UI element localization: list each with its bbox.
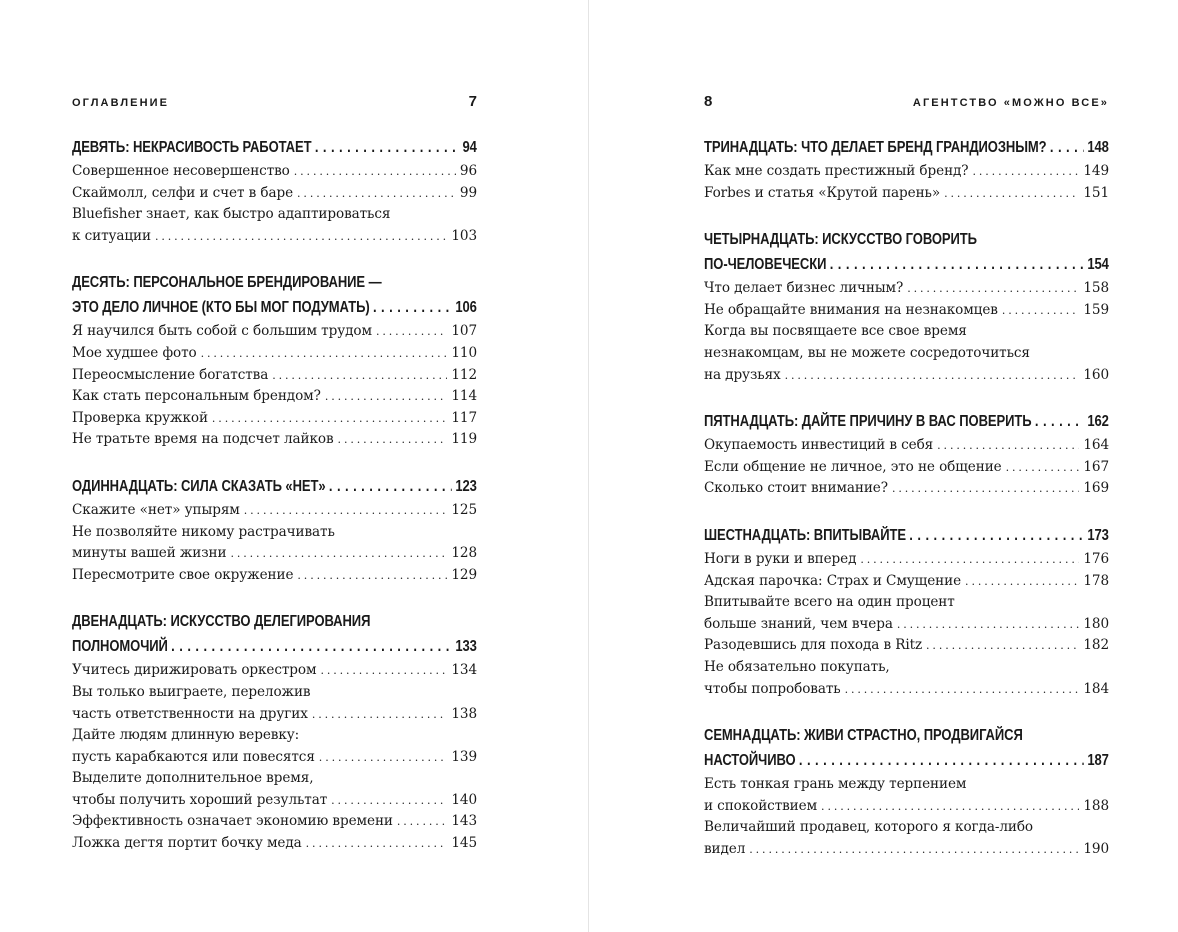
toc-entry bbox=[704, 549, 1109, 571]
chapter-title-line-text: ДВЕНАДЦАТЬ: ИСКУССТВО ДЕЛЕГИРОВАНИЯ bbox=[72, 613, 371, 631]
entry-line bbox=[704, 839, 1109, 861]
toc-entry bbox=[704, 817, 1109, 860]
toc-entry bbox=[704, 435, 1109, 457]
entry-line-text: Выделите дополнительное время, bbox=[72, 770, 314, 787]
entry-line-text: Не позволяйте никому растрачивать bbox=[72, 523, 335, 540]
chapter-heading bbox=[704, 523, 1109, 548]
page-ref: 148 bbox=[1087, 139, 1109, 156]
chapter-title-line-text: ПОЛНОМОЧИЙ bbox=[72, 638, 168, 656]
toc-entry bbox=[72, 811, 477, 833]
page-ref: 188 bbox=[1083, 797, 1109, 814]
page-ref: 162 bbox=[1087, 413, 1109, 431]
toc-entry bbox=[72, 161, 477, 183]
entry-line-text: Совершенное несовершенство bbox=[72, 163, 290, 179]
entry-line-text: пусть карабкаются или повесятся bbox=[72, 748, 315, 765]
page-ref: 123 bbox=[455, 477, 477, 495]
page-ref: 112 bbox=[451, 366, 477, 383]
chapter-title-line bbox=[704, 523, 1109, 548]
entry-line bbox=[704, 592, 1109, 614]
page-ref: 151 bbox=[1083, 184, 1109, 201]
toc-entry bbox=[704, 300, 1109, 322]
dot-leader bbox=[212, 408, 447, 430]
entry-line bbox=[72, 768, 477, 790]
dot-leader bbox=[244, 500, 448, 522]
chapter-title-line bbox=[72, 135, 477, 160]
toc-chapter bbox=[704, 523, 1109, 700]
page-ref: 164 bbox=[1083, 437, 1109, 454]
toc-entry bbox=[72, 660, 477, 682]
chapter-title-line-text: ЭТО ДЕЛО ЛИЧНОЕ (КТО БЫ МОГ ПОДУМАТЬ) bbox=[72, 299, 370, 317]
entry-line bbox=[72, 543, 477, 565]
dot-leader bbox=[845, 679, 1080, 701]
entry-line bbox=[704, 817, 1109, 839]
dot-leader bbox=[373, 295, 452, 320]
page-ref: 138 bbox=[451, 705, 477, 722]
toc-entry bbox=[72, 725, 477, 768]
entry-line-text: Переосмысление богатства bbox=[72, 366, 269, 383]
page-ref: 154 bbox=[1087, 256, 1109, 274]
entry-line-text: Как стать персональным брендом? bbox=[72, 388, 321, 405]
dot-leader bbox=[297, 183, 456, 205]
entry-line-text: Проверка кружкой bbox=[72, 409, 208, 426]
page-ref: 160 bbox=[1083, 366, 1109, 383]
entry-line-text: Величайший продавец, которого я когда-либо bbox=[704, 819, 1033, 836]
toc-chapter bbox=[72, 135, 477, 247]
chapter-title-line-text: ДЕВЯТЬ: НЕКРАСИВОСТЬ РАБОТАЕТ bbox=[72, 139, 312, 156]
entry-line bbox=[704, 321, 1109, 343]
page-ref: 178 bbox=[1083, 572, 1109, 589]
toc-entry bbox=[72, 365, 477, 387]
toc-entry bbox=[72, 386, 477, 408]
dot-leader bbox=[272, 365, 447, 387]
entry-line bbox=[72, 811, 477, 833]
dot-leader bbox=[799, 748, 1084, 773]
chapter-entries bbox=[704, 549, 1109, 700]
toc-entry bbox=[704, 321, 1109, 386]
toc-entry bbox=[704, 592, 1109, 635]
chapter-heading bbox=[72, 474, 477, 499]
entry-line bbox=[704, 657, 1109, 679]
dot-leader bbox=[329, 474, 452, 499]
page-ref: 107 bbox=[451, 323, 477, 340]
chapter-heading bbox=[72, 135, 477, 160]
dot-leader bbox=[155, 226, 447, 248]
chapter-title-line-text: ЧЕТЫРНАДЦАТЬ: ИСКУССТВО ГОВОРИТЬ bbox=[704, 231, 977, 249]
entry-line-text: Впитывайте всего на один процент bbox=[704, 594, 955, 611]
entry-line-text: Когда вы посвящаете все свое время bbox=[704, 323, 967, 340]
toc-chapter bbox=[72, 474, 477, 586]
entry-line bbox=[704, 435, 1109, 457]
toc-entry bbox=[72, 565, 477, 587]
dot-leader bbox=[1002, 300, 1080, 322]
chapter-title-line bbox=[704, 748, 1109, 773]
entry-line-text: Bluefisher знает, как быстро адаптироваться bbox=[72, 206, 391, 223]
entry-line bbox=[704, 343, 1109, 365]
toc-entry bbox=[72, 204, 477, 247]
header-title: ОГЛАВЛЕНИЕ bbox=[72, 97, 170, 109]
toc-chapter bbox=[72, 609, 477, 854]
dot-leader bbox=[749, 839, 1079, 861]
chapter-title-line bbox=[72, 634, 477, 659]
page-ref: 110 bbox=[451, 344, 477, 361]
page-ref: 187 bbox=[1087, 752, 1109, 770]
dot-leader bbox=[937, 435, 1079, 457]
toc-entry bbox=[704, 774, 1109, 817]
dot-leader bbox=[860, 549, 1079, 571]
entry-line bbox=[72, 408, 477, 430]
left-toc bbox=[72, 93, 477, 878]
chapter-title-line bbox=[704, 227, 1109, 252]
entry-line bbox=[704, 571, 1109, 593]
dot-leader bbox=[973, 161, 1080, 183]
entry-line-text: Ложка дегтя портит бочку меда bbox=[72, 835, 302, 852]
entry-line bbox=[704, 300, 1109, 322]
chapter-title-line bbox=[704, 723, 1109, 748]
dot-leader bbox=[201, 343, 448, 365]
chapter-entries bbox=[704, 774, 1109, 860]
entry-line bbox=[704, 614, 1109, 636]
chapter-heading bbox=[704, 135, 1109, 160]
page-ref: 117 bbox=[451, 409, 477, 426]
running-header bbox=[704, 93, 1109, 113]
chapter-title-line bbox=[72, 474, 477, 499]
dot-leader bbox=[907, 278, 1079, 300]
right-toc bbox=[704, 93, 1109, 883]
chapter-title-line-text: ТРИНАДЦАТЬ: ЧТО ДЕЛАЕТ БРЕНД ГРАНДИОЗНЫМ? bbox=[704, 139, 1047, 156]
page-ref: 158 bbox=[1083, 280, 1109, 297]
entry-line bbox=[72, 386, 477, 408]
entry-line-text: Эффективность означает экономию времени bbox=[72, 813, 393, 830]
entry-line-text: на друзьях bbox=[704, 366, 781, 383]
dot-leader bbox=[319, 747, 448, 769]
entry-line bbox=[72, 161, 477, 183]
entry-line bbox=[704, 774, 1109, 796]
toc-entry bbox=[72, 500, 477, 522]
entry-line bbox=[72, 565, 477, 587]
toc-chapter bbox=[704, 227, 1109, 386]
entry-line-text: Пересмотрите свое окружение bbox=[72, 566, 294, 583]
toc-entry bbox=[72, 682, 477, 725]
page-ref: 99 bbox=[459, 184, 477, 201]
page-ref: 114 bbox=[451, 388, 477, 405]
entry-line bbox=[72, 429, 477, 451]
page-ref: 184 bbox=[1083, 680, 1109, 697]
page-ref: 159 bbox=[1083, 301, 1109, 318]
toc-entry bbox=[704, 278, 1109, 300]
dot-leader bbox=[294, 161, 456, 183]
page-ref: 139 bbox=[451, 748, 477, 765]
entry-line-text: Адская парочка: Страх и Смущение bbox=[704, 572, 962, 589]
entry-line bbox=[704, 478, 1109, 500]
toc-chapter bbox=[704, 409, 1109, 500]
entry-line-text: минуты вашей жизни bbox=[72, 545, 227, 562]
toc-entry bbox=[704, 657, 1109, 700]
page-ref: 133 bbox=[455, 638, 477, 656]
entry-line-text: Я научился быть собой с большим трудом bbox=[72, 323, 372, 340]
entry-line bbox=[72, 660, 477, 682]
toc-entry bbox=[704, 183, 1109, 205]
toc-entry bbox=[72, 321, 477, 343]
dot-leader bbox=[171, 634, 452, 659]
page-ref: 96 bbox=[459, 163, 477, 179]
chapter-title-line-text: ДЕСЯТЬ: ПЕРСОНАЛЬНОЕ БРЕНДИРОВАНИЕ — bbox=[72, 274, 382, 292]
chapter-title-line-text: СЕМНАДЦАТЬ: ЖИВИ СТРАСТНО, ПРОДВИГАЙСЯ bbox=[704, 727, 1023, 745]
chapter-title-line-text: ПЯТНАДЦАТЬ: ДАЙТЕ ПРИЧИНУ В ВАС ПОВЕРИТЬ bbox=[704, 413, 1032, 431]
page-ref: 173 bbox=[1087, 526, 1109, 544]
entry-line-text: Ноги в руки и вперед bbox=[704, 550, 857, 567]
page-ref: 94 bbox=[462, 139, 477, 156]
entry-line-text: Сколько стоит внимание? bbox=[704, 480, 888, 497]
toc-entry bbox=[704, 161, 1109, 183]
page-ref: 143 bbox=[451, 813, 477, 830]
entry-line-text: Есть тонкая грань между терпением bbox=[704, 776, 967, 793]
entry-line bbox=[704, 796, 1109, 818]
entry-line bbox=[704, 679, 1109, 701]
dot-leader bbox=[325, 386, 448, 408]
entry-line bbox=[704, 183, 1109, 205]
toc-entry bbox=[704, 478, 1109, 500]
dot-leader bbox=[331, 790, 447, 812]
entry-line-text: Окупаемость инвестиций в себя bbox=[704, 437, 934, 454]
chapter-entries bbox=[72, 660, 477, 854]
chapter-title-line bbox=[704, 135, 1109, 160]
dot-leader bbox=[1006, 457, 1080, 479]
dot-leader bbox=[1035, 409, 1084, 434]
entry-line bbox=[72, 500, 477, 522]
dot-leader bbox=[785, 365, 1080, 387]
right-page bbox=[589, 0, 1178, 932]
toc-entry bbox=[72, 768, 477, 811]
entry-line-text: Если общение не личное, это не общение bbox=[704, 458, 1002, 475]
entry-line bbox=[72, 226, 477, 248]
entry-line bbox=[704, 161, 1109, 183]
entry-line-text: Мое худшее фото bbox=[72, 344, 197, 361]
page-ref: 169 bbox=[1083, 480, 1109, 497]
entry-line-text: часть ответственности на других bbox=[72, 705, 308, 722]
page-ref: 190 bbox=[1083, 840, 1109, 857]
dot-leader bbox=[909, 523, 1084, 548]
running-header bbox=[72, 93, 477, 113]
entry-line bbox=[72, 833, 477, 855]
chapter-title-line bbox=[704, 252, 1109, 277]
chapter-entries bbox=[72, 321, 477, 451]
chapter-heading bbox=[704, 723, 1109, 773]
entry-line bbox=[704, 549, 1109, 571]
page-ref: 128 bbox=[451, 545, 477, 562]
chapter-heading bbox=[72, 270, 477, 320]
dot-leader bbox=[830, 252, 1084, 277]
entry-line bbox=[72, 183, 477, 205]
toc-entry bbox=[704, 457, 1109, 479]
entry-line bbox=[72, 343, 477, 365]
chapter-title-line bbox=[72, 609, 477, 634]
entry-line-text: чтобы попробовать bbox=[704, 680, 841, 697]
entry-line-text: Что делает бизнес личным? bbox=[704, 280, 904, 297]
entry-line-text: Как мне создать престижный бренд? bbox=[704, 163, 969, 179]
dot-leader bbox=[315, 135, 459, 160]
chapter-title-line-text: ОДИННАДЦАТЬ: СИЛА СКАЗАТЬ «НЕТ» bbox=[72, 477, 326, 495]
entry-line-text: и спокойствием bbox=[704, 797, 818, 814]
chapter-heading bbox=[72, 609, 477, 659]
dot-leader bbox=[965, 571, 1079, 593]
entry-line-text: Не тратьте время на подсчет лайков bbox=[72, 431, 334, 448]
chapter-list bbox=[704, 135, 1109, 860]
chapter-entries bbox=[72, 500, 477, 586]
page-ref: 134 bbox=[451, 662, 477, 679]
dot-leader bbox=[1050, 135, 1084, 160]
chapter-entries bbox=[704, 435, 1109, 500]
entry-line bbox=[72, 365, 477, 387]
entry-line bbox=[704, 635, 1109, 657]
entry-line-text: Вы только выиграете, переложив bbox=[72, 683, 311, 700]
chapter-list bbox=[72, 135, 477, 855]
chapter-title-line-text: ШЕСТНАДЦАТЬ: ВПИТЫВАЙТЕ bbox=[704, 526, 906, 544]
entry-line bbox=[72, 204, 477, 226]
dot-leader bbox=[338, 429, 448, 451]
toc-chapter bbox=[704, 135, 1109, 204]
page-ref: 106 bbox=[455, 299, 477, 317]
toc-entry bbox=[72, 183, 477, 205]
dot-leader bbox=[821, 796, 1079, 818]
entry-line bbox=[72, 682, 477, 704]
entry-line bbox=[72, 522, 477, 544]
entry-line-text: видел bbox=[704, 840, 746, 857]
entry-line bbox=[72, 704, 477, 726]
dot-leader bbox=[320, 660, 447, 682]
toc-entry bbox=[72, 522, 477, 565]
entry-line-text: Не обязательно покупать, bbox=[704, 658, 890, 675]
entry-line-text: Скажите «нет» упырям bbox=[72, 501, 240, 518]
dot-leader bbox=[926, 635, 1079, 657]
page-ref: 119 bbox=[451, 431, 477, 448]
page-ref: 103 bbox=[451, 227, 477, 244]
dot-leader bbox=[376, 321, 447, 343]
entry-line bbox=[72, 747, 477, 769]
toc-chapter bbox=[72, 270, 477, 451]
entry-line bbox=[704, 457, 1109, 479]
entry-line-text: больше знаний, чем вчера bbox=[704, 615, 893, 632]
entry-line bbox=[704, 278, 1109, 300]
chapter-title-line bbox=[72, 270, 477, 295]
entry-line bbox=[72, 725, 477, 747]
toc-entry bbox=[704, 635, 1109, 657]
entry-line bbox=[704, 365, 1109, 387]
entry-line-text: Учитесь дирижировать оркестром bbox=[72, 662, 317, 679]
dot-leader bbox=[297, 565, 447, 587]
page-ref: 176 bbox=[1083, 550, 1109, 567]
page-ref: 140 bbox=[451, 791, 477, 808]
entry-line-text: Разодевшись для похода в Ritz bbox=[704, 637, 923, 654]
entry-line bbox=[72, 790, 477, 812]
toc-chapter bbox=[704, 723, 1109, 860]
chapter-heading bbox=[704, 409, 1109, 434]
entry-line bbox=[72, 321, 477, 343]
toc-entry bbox=[704, 571, 1109, 593]
page-ref: 149 bbox=[1083, 163, 1109, 179]
chapter-title-line-text: ПО-ЧЕЛОВЕЧЕСКИ bbox=[704, 256, 827, 274]
chapter-title-line bbox=[72, 295, 477, 320]
page-ref: 125 bbox=[451, 501, 477, 518]
toc-entry bbox=[72, 833, 477, 855]
entry-line-text: незнакомцам, вы не можете сосредоточиться bbox=[704, 344, 1030, 361]
chapter-entries bbox=[72, 161, 477, 247]
dot-leader bbox=[306, 833, 448, 855]
dot-leader bbox=[397, 811, 447, 833]
dot-leader bbox=[897, 614, 1080, 636]
entry-line-text: к ситуации bbox=[72, 227, 151, 244]
chapter-heading bbox=[704, 227, 1109, 277]
page-number: 8 bbox=[704, 93, 713, 110]
page-ref: 180 bbox=[1083, 615, 1109, 632]
dot-leader bbox=[312, 704, 448, 726]
header-title: АГЕНТСТВО «МОЖНО ВСЕ» bbox=[912, 97, 1109, 109]
toc-entry bbox=[72, 429, 477, 451]
toc-entry bbox=[72, 343, 477, 365]
page-ref: 145 bbox=[451, 835, 477, 852]
chapter-title-line-text: НАСТОЙЧИВО bbox=[704, 752, 796, 770]
page-number: 7 bbox=[468, 93, 477, 110]
entry-line-text: Скаймолл, селфи и счет в баре bbox=[72, 184, 294, 201]
page-ref: 182 bbox=[1083, 637, 1109, 654]
dot-leader bbox=[944, 183, 1079, 205]
toc-entry bbox=[72, 408, 477, 430]
entry-line-text: чтобы получить хороший результат bbox=[72, 791, 328, 808]
chapter-title-line bbox=[704, 409, 1109, 434]
entry-line-text: Дайте людям длинную веревку: bbox=[72, 727, 300, 744]
entry-line-text: Не обращайте внимания на незнакомцев bbox=[704, 301, 998, 318]
entry-line-text: Forbes и статья «Крутой парень» bbox=[704, 184, 941, 201]
dot-leader bbox=[892, 478, 1079, 500]
page-ref: 129 bbox=[451, 566, 477, 583]
page-ref: 167 bbox=[1083, 458, 1109, 475]
chapter-entries bbox=[704, 161, 1109, 204]
dot-leader bbox=[230, 543, 447, 565]
chapter-entries bbox=[704, 278, 1109, 386]
